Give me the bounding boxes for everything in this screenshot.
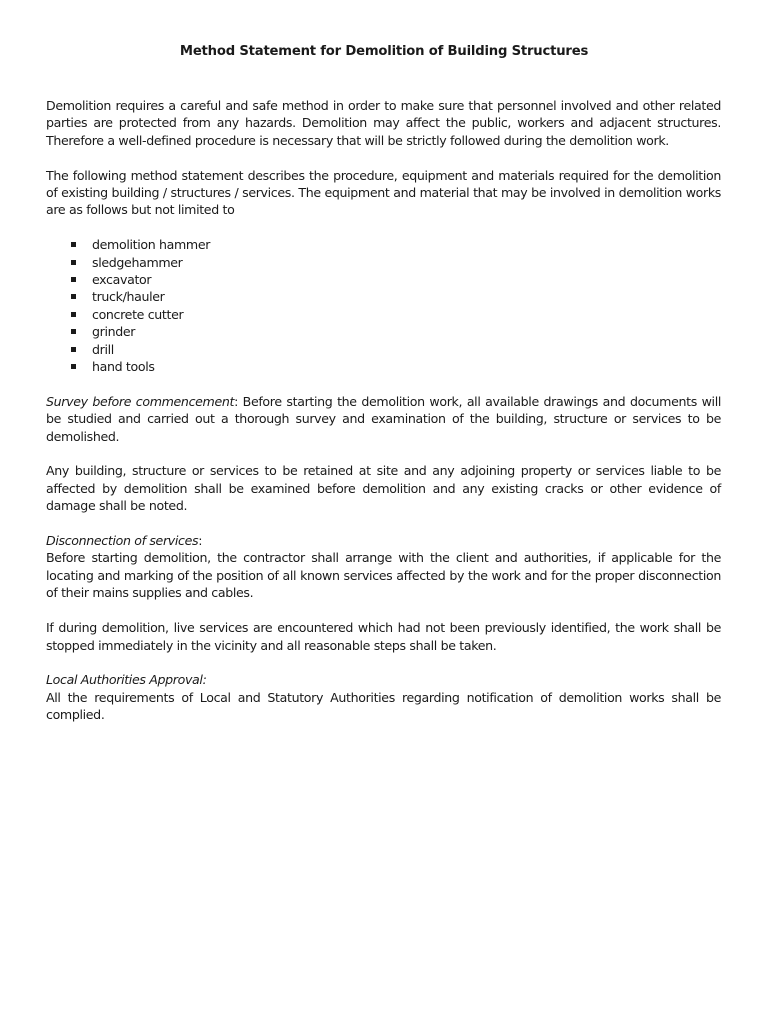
- bullet-square-icon: [71, 364, 76, 369]
- bullet-square-icon: [71, 347, 76, 352]
- disconnection-paragraph: Before starting demolition, the contractor shall arrange with the client and authorities, if applicable for the locating and marking of the position of all known services affected by the work and for the proper disconnection of their mains supplies and cables.: [46, 550, 721, 601]
- list-item: [46, 236, 721, 253]
- list-item: [46, 358, 721, 375]
- document-body: [46, 97, 721, 724]
- bullet-square-icon: [71, 242, 76, 247]
- list-item: [46, 341, 721, 358]
- survey-paragraph: [46, 393, 721, 445]
- list-item-text: grinder: [92, 324, 136, 340]
- disconnection-heading-line: [46, 532, 721, 549]
- bullet-square-icon: [71, 329, 76, 334]
- disconnection-heading-suffix: :: [198, 533, 203, 549]
- bullet-square-icon: [71, 260, 76, 265]
- list-item: [46, 271, 721, 288]
- list-item: [46, 254, 721, 271]
- disconnection-heading: Disconnection of services: [46, 533, 199, 549]
- list-item-text: drill: [92, 341, 114, 357]
- list-item-text: concrete cutter: [92, 306, 184, 322]
- list-item-text: truck/hauler: [92, 289, 165, 305]
- list-item-text: sledgehammer: [92, 254, 183, 270]
- list-item-text: hand tools: [92, 359, 155, 375]
- retained-paragraph: Any building, structure or services to be retained at site and any adjoining property or services liable to be affected by demolition shall be examined before demolition and any existing cracks or other evidence of damage shall be noted.: [46, 463, 721, 514]
- survey-heading: Survey before commencement: [46, 393, 235, 409]
- list-item-text: demolition hammer: [92, 237, 211, 253]
- local-authorities-paragraph: All the requirements of Local and Statutory Authorities regarding notification of demolition works shall be complied.: [46, 689, 721, 723]
- list-item: [46, 288, 721, 305]
- live-services-paragraph: If during demolition, live services are encountered which had not been previously identified, the work shall be stopped immediately in the vicinity and all reasonable steps shall be taken.: [46, 620, 721, 653]
- survey-text: : Before starting the demolition work, all available drawings and documents will be studied and carried out a thorough survey and examination of the building, structure or services to be demolished.: [46, 393, 721, 444]
- bullet-square-icon: [71, 294, 76, 299]
- list-item: [46, 323, 721, 340]
- bullet-square-icon: [71, 277, 76, 282]
- list-item: [46, 306, 721, 323]
- bullet-square-icon: [71, 312, 76, 317]
- list-item-text: excavator: [92, 272, 152, 288]
- intro-paragraph: Demolition requires a careful and safe method in order to make sure that personnel involved and other related parties are protected from any hazards. Demolition may affect the public, workers and adjacent structures. Therefore a well-defined procedure is necessary that will be strictly followed during the demolition work.: [46, 98, 721, 148]
- method-paragraph: The following method statement describes the procedure, equipment and materials required for the demolition of existing building / structures / services. The equipment and material that may be involved in demolition works are as follows but not limited to: [46, 167, 721, 218]
- document-title: Method Statement for Demolition of Building Structures: [179, 44, 589, 59]
- local-authorities-heading: Local Authorities Approval:: [46, 672, 207, 688]
- equipment-list: [46, 236, 721, 375]
